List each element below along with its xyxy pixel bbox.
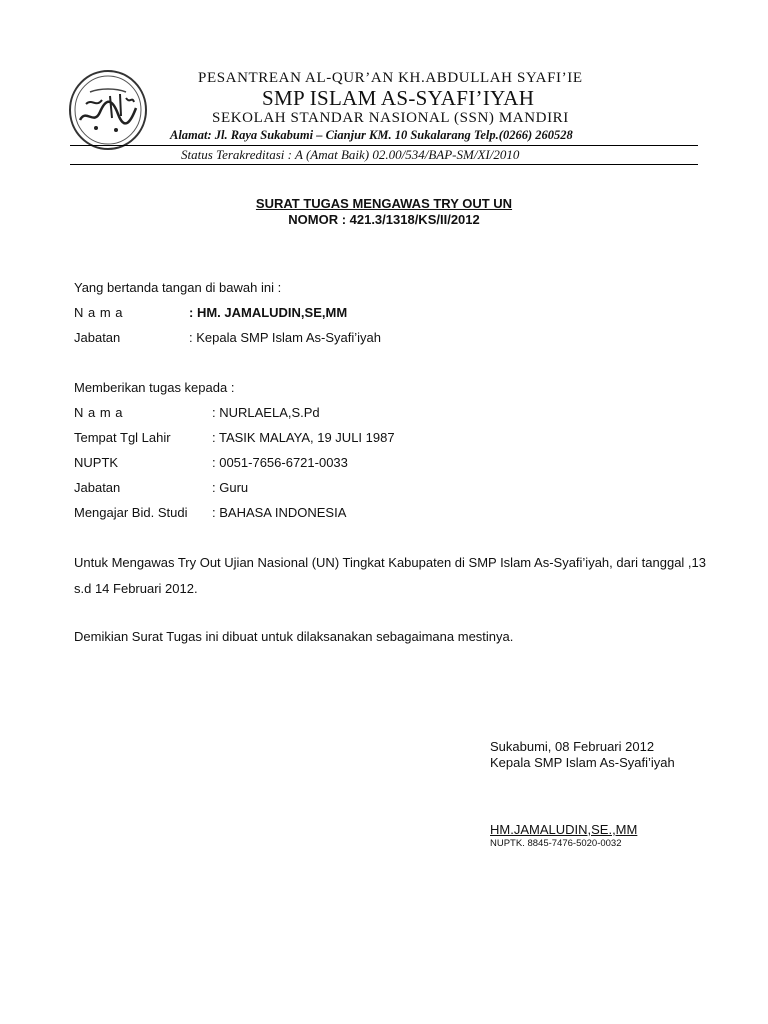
- assignee-subject-value: : BAHASA INDONESIA: [212, 505, 347, 520]
- header-status: SEKOLAH STANDAR NASIONAL (SSN) MANDIRI: [212, 110, 569, 126]
- signer-position-value: : Kepala SMP Islam As-Syafi’iyah: [189, 330, 381, 345]
- letter-number: NOMOR : 421.3/1318/KS/II/2012: [288, 212, 480, 227]
- header-address: Alamat: Jl. Raya Sukabumi – Cianjur KM. 10 Sukalarang Telp.(0266) 260528: [170, 128, 573, 142]
- assignee-intro: Memberikan tugas kepada :: [74, 380, 235, 395]
- header-divider-top: [70, 145, 698, 146]
- header-school-name: SMP ISLAM AS-SYAFI’IYAH: [262, 86, 535, 110]
- signature-place-date: Sukabumi, 08 Februari 2012: [490, 739, 655, 754]
- signer-intro: Yang bertanda tangan di bawah ini :: [74, 280, 282, 295]
- signer-name-value: : HM. JAMALUDIN,SE,MM: [189, 305, 348, 320]
- signature-nuptk: NUPTK. 8845-7476-5020-0032: [490, 838, 622, 849]
- assignee-nuptk-label: NUPTK: [74, 455, 119, 470]
- signature-name: HM.JAMALUDIN,SE.,MM: [490, 822, 638, 837]
- assignee-birth-value: : TASIK MALAYA, 19 JULI 1987: [212, 430, 395, 445]
- header-accreditation: Status Terakreditasi : A (Amat Baik) 02.00/534/BAP-SM/XI/2010: [181, 147, 520, 162]
- assignee-birth-label: Tempat Tgl Lahir: [74, 430, 171, 445]
- signer-name-label: N a m a: [74, 305, 124, 320]
- body-paragraph-1-line-2: s.d 14 Februari 2012.: [74, 581, 198, 596]
- assignee-subject-label: Mengajar Bid. Studi: [74, 505, 188, 520]
- assignee-position-value: : Guru: [212, 480, 249, 495]
- body-paragraph-1-line-1: Untuk Mengawas Try Out Ujian Nasional (UN) Tingkat Kabupaten di SMP Islam As-Syafi’iyah, dari tanggal ,13: [74, 555, 707, 570]
- signer-position-label: Jabatan: [74, 330, 121, 345]
- assignee-nuptk-value: : 0051-7656-6721-0033: [212, 455, 348, 470]
- school-logo-icon: [66, 68, 150, 152]
- body-paragraph-2: Demikian Surat Tugas ini dibuat untuk dilaksanakan sebagaimana mestinya.: [74, 629, 514, 644]
- assignee-name-value: : NURLAELA,S.Pd: [212, 405, 320, 420]
- header-foundation: PESANTREAN AL-QUR’AN KH.ABDULLAH SYAFI’IE: [198, 70, 583, 86]
- letter-title: SURAT TUGAS MENGAWAS TRY OUT UN: [255, 196, 513, 211]
- assignee-position-label: Jabatan: [74, 480, 121, 495]
- signature-position: Kepala SMP Islam As-Syafi’iyah: [490, 755, 675, 770]
- assignee-name-label: N a m a: [74, 405, 124, 420]
- header-divider-bottom: [70, 164, 698, 165]
